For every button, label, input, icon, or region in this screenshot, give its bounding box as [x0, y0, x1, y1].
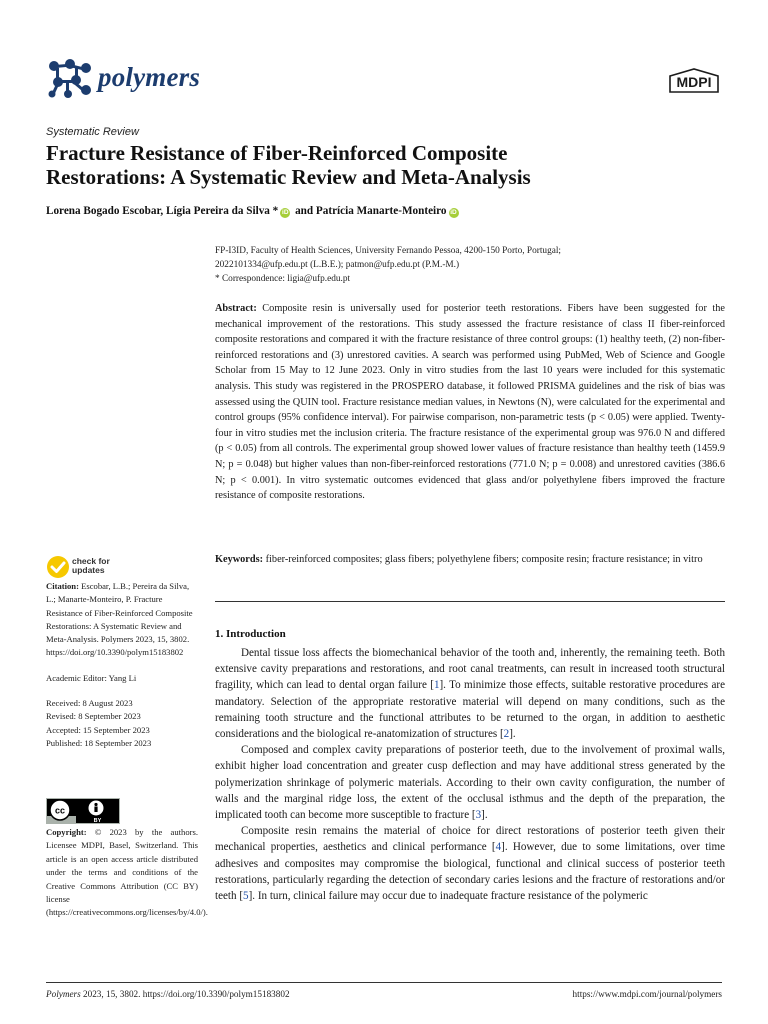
section-divider — [215, 601, 725, 602]
academic-editor: Academic Editor: Yang Li — [46, 672, 137, 683]
journal-name[interactable]: polymers — [98, 62, 201, 92]
check-for-updates-button[interactable] — [46, 555, 126, 581]
author-name: Patrícia Manarte-Monteiro — [315, 205, 447, 217]
revised-date: Revised: 8 September 2023 — [46, 711, 141, 722]
citation-link[interactable]: 2 — [503, 728, 510, 741]
citation-link[interactable]: 5 — [243, 890, 249, 903]
keywords-text: fiber-reinforced composites; glass fibers; polyethylene fibers; composite resin; fracture resistance; in vitro — [265, 554, 703, 565]
polymers-logo-icon — [46, 58, 94, 98]
author-conjunction: and — [295, 205, 314, 217]
article-type: Systematic Review — [46, 126, 139, 138]
abstract-text: Composite resin is universally used for posterior teeth restorations. Fibers have been suggested for the mechanical improvement of the restorations. This study assessed the fracture resistance of class II fiber-reinforced composite restorations and compared it with the fracture resistance of three control groups: (1) healthy teeth, (2) non-fiber-reinforced restorations and (3) unrestored cavities. A search was performed using PubMed, Web of Science and Google Scholar from 15 May to 12 June 2023. Only in vitro studies from the last 10 years were included for this systematic analysis. This study was registered in the PROSPERO database, it followed PRISMA guidelines and the risk of bias was assessed using the QUIN tool. Fracture resistance median values, in Newtons (N), were calculated for the experimental and control groups (95% confidence interval). For pairwise comparison, non-parametric tests (p < 0.05) were applied. Twenty-four in vitro studies met the inclusion criteria. The fracture resistance of the experimental group was 976.0 N and differed (p < 0.05) from all controls. The experimental group showed lower values of fracture resistance than healthy teeth (1459.9 N; p = 0.048) but higher values than non-fiber-reinforced restorations (771.0 N; p = 0.008) and unrestored cavities (386.6 N; p < 0.001). In vitro systematic outcomes evidenced that glass and/or polyethylene fibers improved the fracture resistance of composite restorations. — [215, 303, 726, 502]
footer-journal: Polymers — [46, 989, 81, 999]
affiliation-emails[interactable]: 2022101334@ufp.edu.pt (L.B.E.); patmon@ufp.edu.pt (P.M.-M.) — [215, 260, 460, 270]
citation-label: Citation: — [46, 581, 79, 591]
abstract-label: Abstract: — [215, 303, 257, 314]
copyright-text: © 2023 by the authors. Licensee MDPI, Basel, Switzerland. This article is an open access article distributed under the terms and conditions of the Creative Commons Attribution (CC BY) license (https://creativecommons.org/licenses/by/4.0/). — [46, 827, 208, 918]
footer-journal-url[interactable]: https://www.mdpi.com/journal/polymers — [572, 989, 722, 999]
author-name: Lorena Bogado Escobar, — [46, 205, 164, 217]
published-date: Published: 18 September 2023 — [46, 737, 152, 748]
title-line-1: Fracture Resistance of Fiber-Reinforced Composite — [46, 141, 508, 165]
section-heading: 1. Introduction — [215, 628, 286, 640]
received-date: Received: 8 August 2023 — [46, 698, 133, 709]
orcid-icon[interactable]: iD — [450, 209, 457, 216]
check-updates-label: check for updates — [72, 556, 110, 575]
paragraph: Dental tissue loss affects the biomechanical behavior of the tooth and, inherently, the remaining teeth. Both extensive cavity preparations and restorations, and root canal treatments, can result in increased tooth structural fragility, which can lead to dental organ failure [1]. To minimize those effects, suitable restorative procedures are mandatory. Selection of the appropriate restorative material will depend on many conditions, such as the remaining tooth structure and the functional attributes to be returned to the organ, in addition to aesthetic considerations and the biological re-anatomization of structures [2]. — [215, 647, 725, 741]
introduction-body — [215, 645, 725, 904]
abstract — [215, 301, 725, 504]
title-line-2: Restorations: A Systematic Review and Meta-Analysis — [46, 165, 531, 189]
paragraph: Composed and complex cavity preparations of posterior teeth, due to the involvement of proximal walls, exhibit higher load concentration and greater cusp deflection and may have additional stress generated by the polymerization shrinkage of polymeric materials. According to their own cavity configuration, the number of walls and the marginal ridge loss, the extent of the occlusal isthmus and the depth of the preparation, the implicated tooth can become more susceptible to fracture [3]. — [215, 744, 725, 822]
publisher-name[interactable]: MDPI — [676, 74, 712, 90]
page-header — [46, 58, 722, 102]
citation-link[interactable]: 1 — [433, 679, 440, 692]
footer-citation — [46, 989, 290, 999]
by-text: BY — [93, 818, 102, 824]
keywords-label: Keywords: — [215, 554, 264, 565]
accepted-date: Accepted: 15 September 2023 — [46, 724, 150, 735]
author-name: Lígia Pereira da Silva * — [165, 205, 279, 217]
affiliation-block — [215, 244, 725, 286]
footer-divider — [46, 982, 722, 983]
paragraph: Composite resin remains the material of choice for direct restorations of posterior teeth given their mechanical properties, aesthetics and clinical performance [4]. However, due to some limitations, over time adhesives and composites may compromise the biological, functional and clinical success of posterior teeth restorations, particularly regarding the detection of secondary caries lesions and the fracture of restorations and/or teeth [5]. In turn, clinical failure may occur due to inadequate fracture resistance of the polymeric — [215, 825, 725, 903]
check-updates-icon — [46, 555, 70, 579]
copyright-label: Copyright: — [46, 827, 87, 837]
citation-link[interactable]: 3 — [475, 809, 482, 822]
cc-by-license-icon[interactable] — [46, 798, 120, 824]
citation-text[interactable]: Escobar, L.B.; Pereira da Silva, L.; Manarte-Monteiro, P. Fracture Resistance of Fiber-Reinforced Composite Restorations: A Systematic Review and Meta-Analysis. Polymers 2023, 15, 3802. https://doi.org/10.3390/polym15183802 — [46, 581, 193, 658]
article-title — [46, 141, 686, 189]
article-info-sidebar — [46, 580, 198, 750]
author-list — [46, 205, 726, 218]
copyright-notice — [46, 826, 208, 920]
keywords — [215, 552, 725, 568]
affiliation-line: FP-I3ID, Faculty of Health Sciences, University Fernando Pessoa, 4200-150 Porto, Portugal; — [215, 246, 562, 256]
correspondence[interactable]: * Correspondence: ligia@ufp.edu.pt — [215, 274, 351, 284]
citation-link[interactable]: 4 — [495, 841, 502, 854]
footer-doi[interactable]: 2023, 15, 3802. https://doi.org/10.3390/polym15183802 — [83, 989, 290, 999]
cc-text: cc — [54, 805, 66, 816]
orcid-icon[interactable]: iD — [282, 209, 289, 216]
citation — [46, 580, 198, 660]
